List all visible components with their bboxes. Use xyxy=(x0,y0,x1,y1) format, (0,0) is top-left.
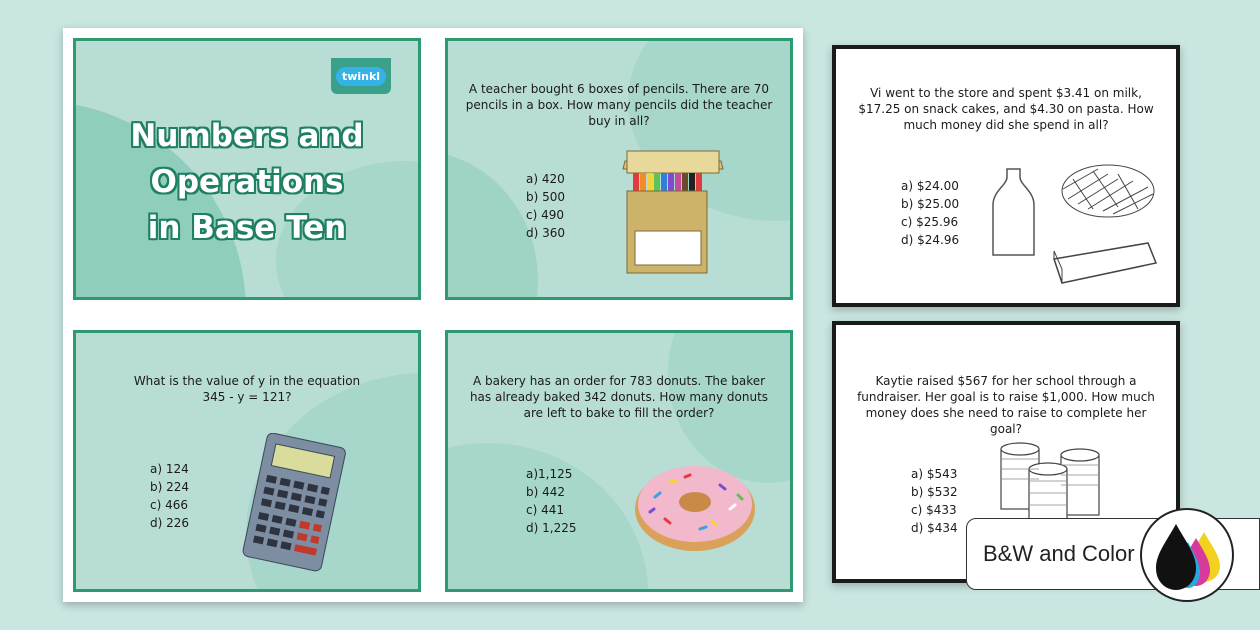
answer-option: c) 441 xyxy=(526,503,564,517)
pasta-icon xyxy=(1058,159,1158,221)
answer-option: d) $24.96 xyxy=(901,233,960,247)
title-card xyxy=(73,38,421,300)
pencil-box-icon xyxy=(613,141,728,276)
question-text: A bakery has an order for 783 donuts. The baker has already baked 342 donuts. How many donuts are left to bake to fill the order? xyxy=(469,374,769,420)
answer-option: a) $24.00 xyxy=(901,179,959,193)
donut-icon xyxy=(630,457,760,557)
answer-option: c) $433 xyxy=(911,503,957,517)
question-text: Vi went to the store and spent $3.41 on milk, $17.25 on snack cakes, and $4.30 on pasta. How much money did she spend in all? xyxy=(858,86,1154,132)
page-title: Numbers and Operations in Base Ten xyxy=(130,118,364,246)
answer-option: b) 500 xyxy=(526,190,566,204)
question-card-equation xyxy=(73,330,421,592)
answer-option: a) $543 xyxy=(911,467,958,481)
answer-option: b) 442 xyxy=(526,485,566,499)
twinkl-logo: twinkl xyxy=(331,58,391,94)
answer-option: d) 1,225 xyxy=(526,521,577,535)
answer-option: b) $532 xyxy=(911,485,958,499)
question-card-pencils xyxy=(445,38,793,300)
answer-option: d) 226 xyxy=(150,516,190,530)
answer-option: a) 420 xyxy=(526,172,565,186)
ink-drops-icon xyxy=(1140,508,1234,602)
answer-option: c) 490 xyxy=(526,208,564,222)
answer-list xyxy=(526,170,565,242)
answer-option: d) $434 xyxy=(911,521,958,535)
answer-list xyxy=(150,460,189,532)
question-card-donuts xyxy=(445,330,793,592)
answer-option: a)1,125 xyxy=(526,467,573,481)
answer-option: a) 124 xyxy=(150,462,189,476)
answer-list xyxy=(901,177,959,249)
badge-label: B&W and Color xyxy=(983,541,1135,566)
bw-card-groceries xyxy=(832,45,1180,307)
answer-list xyxy=(526,465,576,537)
question-text: A teacher bought 6 boxes of pencils. There are 70 pencils in a box. How many pencils did the teacher buy in all? xyxy=(465,82,773,128)
answer-option: c) $25.96 xyxy=(901,215,959,229)
question-text: Kaytie raised $567 for her school through a fundraiser. Her goal is to raise $1,000. How much money does she need to raise to complete her goal? xyxy=(857,374,1155,436)
answer-option: b) 224 xyxy=(150,480,190,494)
answer-option: b) $25.00 xyxy=(901,197,960,211)
cake-icon xyxy=(1048,239,1160,287)
milk-bottle-icon xyxy=(991,167,1036,259)
color-sheet xyxy=(63,28,803,602)
answer-list xyxy=(911,465,958,537)
calculator-icon xyxy=(234,433,354,573)
coin-stacks-icon xyxy=(991,435,1111,525)
answer-option: d) 360 xyxy=(526,226,566,240)
answer-option: c) 466 xyxy=(150,498,188,512)
question-text: What is the value of y in the equation 345 - y = 121? xyxy=(133,374,361,404)
